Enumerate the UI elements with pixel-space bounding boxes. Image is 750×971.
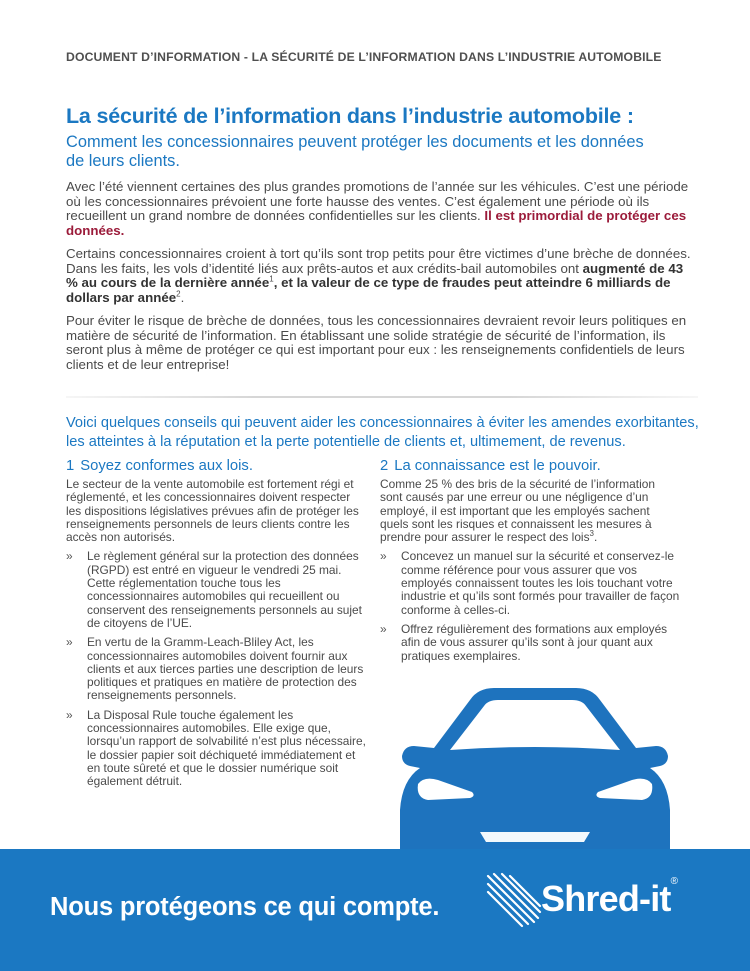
stats-bold-b: , et la valeur de ce type de fraudes peut atteindre 6 milliards de dollars par année — [66, 275, 671, 305]
footnote-ref-3: 3 — [589, 529, 594, 539]
section2-intro — [380, 478, 680, 544]
footer-tagline: Nous protégeons ce qui compte. — [50, 893, 440, 921]
section2-heading — [380, 458, 601, 474]
shred-it-logo-icon — [484, 870, 544, 930]
statistics-paragraph — [66, 247, 694, 305]
bullet-marker: » — [380, 621, 387, 636]
strategy-paragraph: Pour éviter le risque de brèche de données, tous les concessionnaires devraient revoir leurs politiques en matière de sécurité de l’information. En établissant une solide stratégie de sécurité de l’information, ils seront plus à même de protéger ce qui est important pour eux : les renseignements confidentiels de leurs clients et de leur entreprise! — [66, 313, 687, 372]
section1-bullet-list — [66, 550, 366, 788]
list-item — [380, 623, 680, 663]
stats-text-a: Certains concessionnaires croient à tort qu’ils sont trop petits pour être victimes d’une brèche de données. Dans les faits, les vols d’identité liés aux prêts-autos et aux crédits-bail automobiles ont — [66, 246, 691, 276]
footnote-ref-2: 2 — [176, 289, 181, 299]
bullet-marker: » — [380, 549, 387, 564]
car-icon — [360, 680, 690, 870]
list-item — [66, 636, 366, 702]
section2-bullet-list — [380, 550, 680, 662]
bullet-text: Concevez un manuel sur la sécurité et conservez-le comme référence pour vous assurer que vos employés connaissent toutes les lois touchant votre industrie et qu’ils sont formés pour travailler de façon conforme à celles-ci. — [401, 549, 680, 617]
page-title: La sécurité de l’information dans l’industrie automobile : — [66, 104, 634, 128]
section1-heading — [66, 458, 253, 474]
section1-body — [66, 478, 366, 789]
page-subtitle: Comment les concessionnaires peuvent protéger les documents et les données de leurs clients. — [66, 133, 644, 170]
list-item — [380, 550, 680, 616]
section2-intro-end: . — [593, 530, 598, 545]
intro-text: Avec l’été viennent certaines des plus grandes promotions de l’année sur les véhicules. C’est une période où les concessionnaires prévoient une forte hausse des ventes. C’est également une période où ils recueillent un grand nombre de données confidentielles sur les clients. — [66, 179, 689, 224]
intro-highlight: Il est primordial de protéger ces données. — [66, 208, 687, 238]
section2-title: La connaissance est le pouvoir. — [394, 458, 601, 474]
bullet-marker: » — [66, 635, 73, 650]
section2-body — [380, 478, 680, 663]
section2-number: 2 — [380, 458, 389, 474]
brand-name: Shred-it — [541, 878, 671, 919]
bullet-text: La Disposal Rule touche également les concessionnaires automobiles. Elle exige que, lorsqu’un rapport de solvabilité n’est plus nécessaire, le dossier papier soit déchiqueté immédiatement et en toute sûreté et que le dossier numérique soit également détruit. — [87, 707, 366, 789]
section2-intro-text: Comme 25 % des bris de la sécurité de l’information sont causés par une erreur ou une négligence d’un employé, il est important que les employés sachent quels sont les risques et connaissent les mesures à prendre pour assurer le respect des lois — [380, 477, 655, 545]
list-item — [66, 550, 366, 630]
section1-title: Soyez conformes aux lois. — [80, 458, 253, 474]
bullet-marker: » — [66, 707, 73, 722]
section1-number: 1 — [66, 458, 75, 474]
intro-paragraph — [66, 180, 694, 238]
footnote-ref-1: 1 — [269, 274, 274, 284]
bullet-text: Offrez régulièrement des formations aux employés afin de vous assurer qu’ils sont à jour quant aux pratiques exemplaires. — [401, 621, 668, 663]
brand-logo-text — [541, 878, 677, 920]
bullet-text: Le règlement général sur la protection des données (RGPD) est entré en vigueur le vendredi 25 mai. Cette réglementation touche tous les concessionnaires automobiles qui recueillent ou conservent des renseignements personnels au sujet de citoyens de l’UE. — [87, 549, 362, 630]
list-item — [66, 709, 366, 789]
bullet-text: En vertu de la Gramm-Leach-Bliley Act, les concessionnaires automobiles doivent fournir aux clients et aux tierces parties une description de leurs politiques et pratiques en matière de protection des renseignements personnels. — [87, 635, 364, 703]
registered-mark: ® — [670, 876, 678, 887]
section1-intro: Le secteur de la vente automobile est fortement régi et réglementé, et les concessionnaires doivent respecter les dispositions législatives prévues afin de protéger les renseignements personnels de leurs clients contre les accès non autorisés. — [66, 477, 359, 545]
stats-text-b: . — [180, 289, 185, 305]
tips-intro: Voici quelques conseils qui peuvent aider les concessionnaires à éviter les amendes exorbitantes, les atteintes à la réputation et la perte potentielle de clients et, ultimement, de revenus. — [66, 415, 699, 450]
stats-bold-a: augmenté de 43 % au cours de la dernière année — [66, 260, 684, 291]
section-divider — [66, 396, 698, 398]
bullet-marker: » — [66, 549, 73, 564]
document-header: DOCUMENT D’INFORMATION - LA SÉCURITÉ DE L’INFORMATION DANS L’INDUSTRIE AUTOMOBILE — [66, 50, 662, 64]
